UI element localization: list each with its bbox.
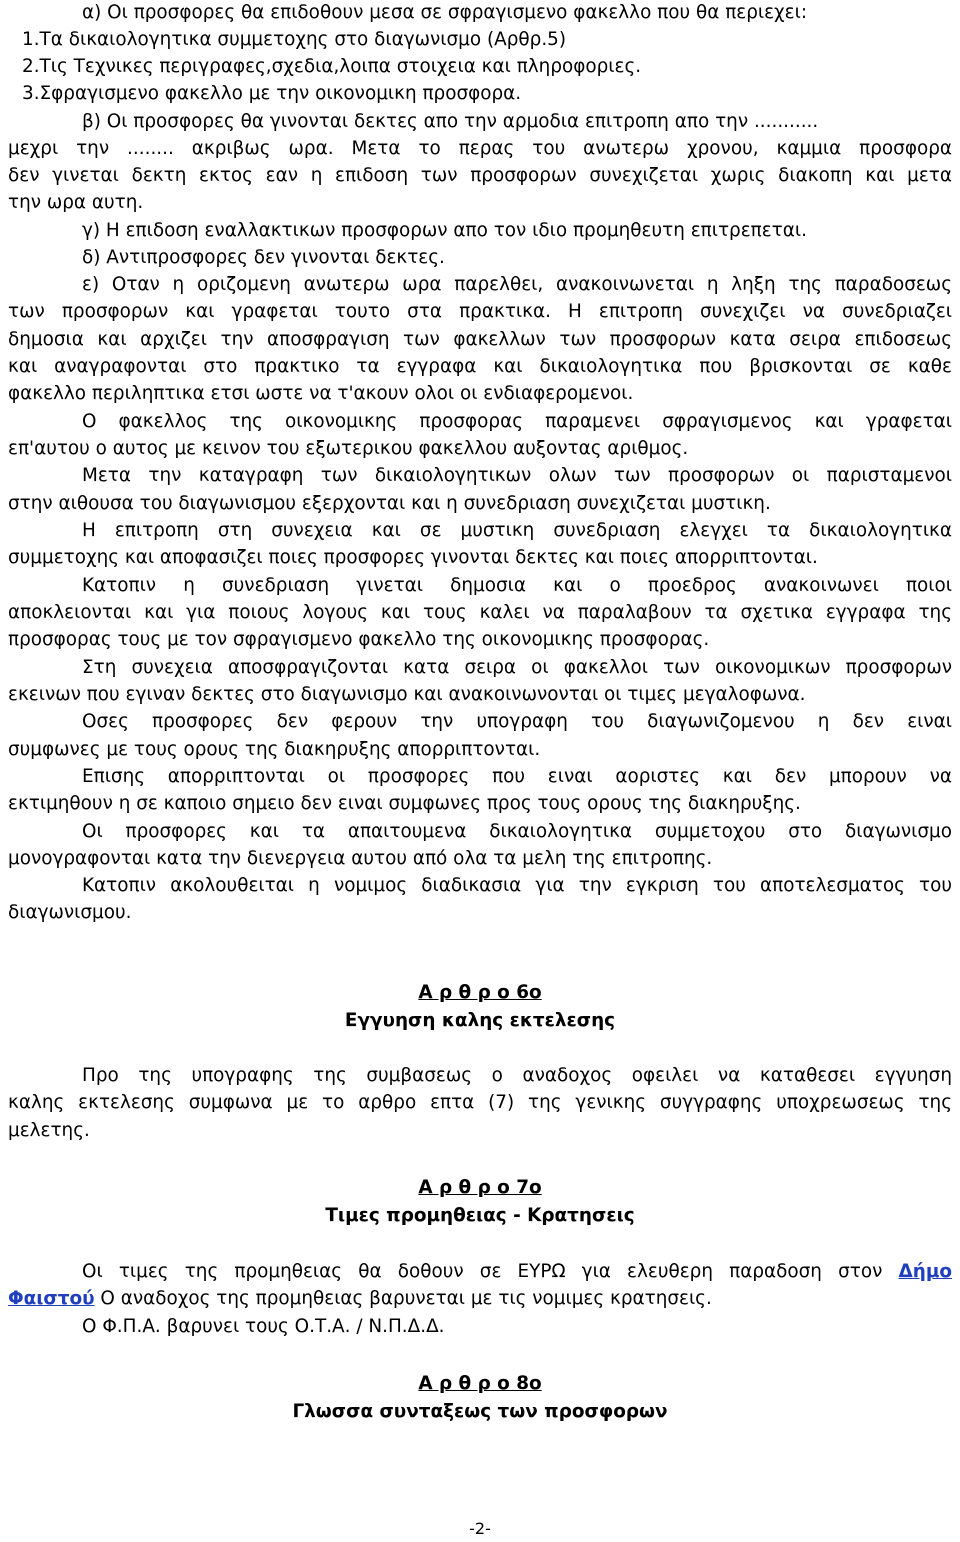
article-8-title: Α ρ θ ρ ο 8ο: [418, 1373, 542, 1394]
text-line: δ) Αντιπροσφορες δεν γινονται δεκτες.: [82, 247, 445, 268]
text-line: Κατοπιν η συνεδριαση γινεται δημοσια και ο προεδρος ανακοινωνει ποιοι: [82, 575, 952, 596]
text-line: μονογραφονται κατα την διενεργεια αυτου από ολα τα μελη της επιτροπης.: [8, 848, 713, 869]
municipality-link[interactable]: Δήμο: [898, 1261, 952, 1282]
text-line: καλης εκτελεσης συμφωνα με το αρθρο επτα (7) της γενικης συγγραφης υποχρεωσεως της: [8, 1092, 952, 1113]
text-line: προσφορας τους με τον σφραγισμενο φακελλο της οικονομικης προσφορας.: [8, 629, 710, 650]
text-line: Επισης απορριπτονται οι προσφορες που ειναι αοριστες και δεν μπορουν να: [82, 766, 952, 787]
text-line: δεν γινεται δεκτη εκτος εαν η επιδοση των προσφορων συνεχιζεται χωρις διακοπη και μετα: [8, 165, 952, 186]
text-line: Στη συνεχεια αποσφραγιζονται κατα σειρα οι φακελλοι των οικονομικων προσφορων: [82, 657, 952, 678]
text-line: εκεινων που εγιναν δεκτες στο διαγωνισμο και ανακοινωνονται οι τιμες μεγαλοφωνα.: [8, 684, 806, 705]
page-number: -2-: [469, 1519, 491, 1538]
text-line: Οσες προσφορες δεν φερουν την υπογραφη του διαγωνιζομενου η δεν ειναι: [82, 711, 952, 732]
text-line: 2.Τις Τεχνικες περιγραφες,σχεδια,λοιπα στοιχεια και πληροφοριες.: [22, 56, 642, 77]
municipality-link[interactable]: Φαιστού: [8, 1288, 95, 1309]
text-segment: Οι τιμες της προμηθειας θα δοθουν σε ΕΥΡΩ για ελευθερη παραδοση στον: [82, 1261, 883, 1282]
text-line: γ) Η επιδοση εναλλακτικων προσφορων απο τον ιδιο προμηθευτη επιτρεπεται.: [82, 220, 807, 241]
text-line: δημοσια και αρχιζει την αποσφραγιση των φακελλων των προσφορων κατα σειρα επιδοσεως: [8, 329, 952, 350]
text-line: Οι προσφορες και τα απαιτουμενα δικαιολογητικα συμμετοχου στο διαγωνισμο: [82, 821, 952, 842]
text-line: συμφωνες με τους ορους της διακηρυξης απορριπτονται.: [8, 739, 541, 760]
text-segment: Ο αναδοχος της προμηθειας βαρυνεται με τις νομιμες κρατησεις.: [100, 1288, 712, 1309]
text-line: 1.Τα δικαιολογητικα συμμετοχης στο διαγωνισμο (Αρθρ.5): [22, 29, 567, 50]
text-line: [8, 1285, 952, 1312]
text-line: μελετης.: [8, 1120, 90, 1141]
text-line: β) Οι προσφορες θα γινονται δεκτες απο την αρμοδια επιτροπη απο την ...........: [82, 111, 819, 132]
text-line: την ωρα αυτη.: [8, 192, 144, 213]
text-line: Κατοπιν ακολουθειται η νομιμος διαδικασια για την εγκριση του αποτελεσματος του: [82, 875, 952, 896]
article-6-title: Α ρ θ ρ ο 6ο: [418, 982, 542, 1003]
text-line: ε) Οταν η οριζομενη ανωτερω ωρα παρελθει, ανακοινωνεται η ληξη της παραδοσεως: [82, 274, 952, 295]
text-line: [8, 1258, 952, 1285]
text-line: μεχρι την ........ ακριβως ωρα. Μετα το περας του ανωτερω χρονου, καμμια προσφορα: [8, 138, 952, 159]
text-line: διαγωνισμου.: [8, 902, 132, 923]
article-7-subtitle: Τιμες προμηθειας - Κρατησεις: [325, 1205, 635, 1226]
text-line: Ο φακελλος της οικονομικης προσφορας παραμενει σφραγισμενος και γραφεται: [82, 411, 952, 432]
text-line: Μετα την καταγραφη των δικαιολογητικων ολων των προσφορων οι παρισταμενοι: [82, 465, 952, 486]
article-8-subtitle: Γλωσσα συνταξεως των προσφορων: [292, 1401, 668, 1422]
text-line: α) Οι προσφορες θα επιδοθουν μεσα σε σφραγισμενο φακελλο που θα περιεχει:: [82, 2, 808, 23]
text-line: εκτιμηθουν η σε καποιο σημειο δεν ειναι συμφωνες προς τους ορους της διακηρυξης.: [8, 793, 801, 814]
text-line: 3.Σφραγισμενο φακελλο με την οικονομικη προσφορα.: [22, 83, 522, 104]
text-line: επ'αυτου ο αυτος με κεινον του εξωτερικου φακελλου αυξοντας αριθμος.: [8, 438, 689, 459]
text-line: και αναγραφονται στο πρακτικο τα εγγραφα και δικαιολογητικα που βρισκονται σε καθε: [8, 356, 952, 377]
article-7-title: Α ρ θ ρ ο 7ο: [418, 1177, 542, 1198]
text-line: συμμετοχης και αποφασιζει ποιες προσφορες γινονται δεκτες και ποιες απορριπτονται.: [8, 547, 818, 568]
text-line: στην αιθουσα του διαγωνισμου εξερχονται και η συνεδριαση συνεχιζεται μυστικη.: [8, 493, 771, 514]
text-line: Προ της υπογραφης της συμβασεως ο αναδοχος οφειλει να καταθεσει εγγυηση: [82, 1065, 952, 1086]
text-line: Ο Φ.Π.Α. βαρυνει τους Ο.Τ.Α. / Ν.Π.Δ.Δ.: [82, 1316, 445, 1337]
text-line: των προσφορων και γραφεται τουτο στα πρακτικα. Η επιτροπη συνεχιζει να συνεδριαζει: [8, 301, 952, 322]
text-line: αποκλειονται και για ποιους λογους και τους καλει να παραλαβουν τα σχετικα εγγραφα της: [8, 602, 952, 623]
text-line: φακελλο περιληπτικα ετσι ωστε να τ'ακουν ολοι οι ενδιαφερομενοι.: [8, 383, 634, 404]
text-line: Η επιτροπη στη συνεχεια και σε μυστικη συνεδριαση ελεγχει τα δικαιολογητικα: [82, 520, 952, 541]
article-6-subtitle: Εγγυηση καλης εκτελεσης: [344, 1010, 616, 1031]
